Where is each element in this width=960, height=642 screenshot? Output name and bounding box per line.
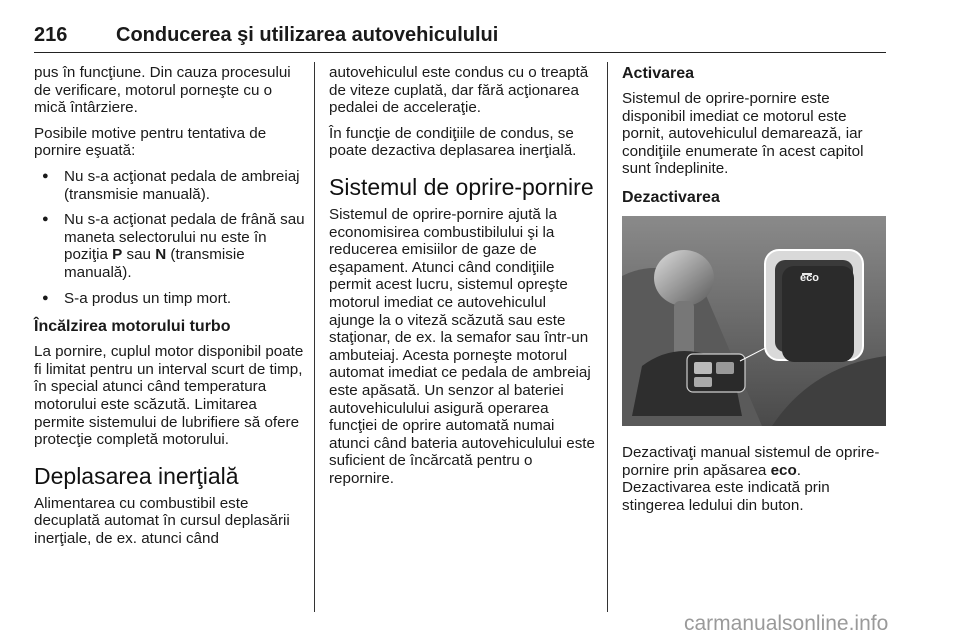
eco-label: eco xyxy=(770,461,797,479)
section-heading: Dezactivarea xyxy=(622,188,720,206)
paragraph: La pornire, cuplul motor disponibil poate fi limitat pentru un interval scurt de timp, în special atunci când temperatura motorului este scăzută. Limitarea permite sistemului de lubrifiere să ofere protecţie completă motorului. xyxy=(34,343,304,449)
page-header xyxy=(34,22,886,53)
column-1 xyxy=(34,64,306,555)
paragraph xyxy=(622,444,888,514)
paragraph-text: Dezactivaţi manual sistemul de oprire-pornire prin apăsarea xyxy=(622,443,880,479)
gear-p-label: P xyxy=(112,246,123,264)
list-item: ● Nu s-a acţionat pedala de ambreiaj (transmisie manuală). xyxy=(34,168,306,203)
paragraph: Alimentarea cu combustibil este decuplată automat în cursul deplasării inerţiale, de ex. atunci când xyxy=(34,494,290,547)
eco-button-photo xyxy=(622,216,886,426)
list-item: ● S-a produs un timp mort. xyxy=(34,290,306,308)
eco-button-label: eco xyxy=(800,271,819,284)
paragraph: Posibile motive pentru tentativa de pornire eşuată: xyxy=(34,124,267,160)
paragraph: În funcţie de condiţiile de condus, se poate dezactiva deplasarea inerţială. xyxy=(329,124,577,160)
watermark: carmanualsonline.info xyxy=(684,612,889,635)
paragraph: Sistemul de oprire-pornire ajută la economisirea combustibilului şi la reducerea emisiilor de gaze de eşapament. Atunci când condiţiile permit acest lucru, sistemul opreşte motorul imediat ce autovehiculul ajunge la o viteză scăzută sau este staţionar, de ex. la semafor sau într-un ambuteiaj. Acesta porneşte motorul automat imediat ce pedala de ambreiaj este apăsată. Un senzor al bateriei autovehiculului asigură operarea funcţiei de oprire automată numai atunci când bateria autovehiculului este suficient de încărcată pentru o repornire. xyxy=(329,205,595,487)
list-item-text: (transmisie manuală). xyxy=(64,246,245,281)
column-divider xyxy=(607,62,608,612)
section-title: Deplasarea inerţială xyxy=(34,462,239,489)
column-divider xyxy=(314,62,315,612)
column-2 xyxy=(329,64,595,495)
page-number: 216 xyxy=(34,24,68,46)
paragraph-text: . Dezactivarea este indicată prin stingerea ledului din buton. xyxy=(622,461,830,514)
list-item xyxy=(34,211,306,281)
list-item-text: sau xyxy=(122,246,156,264)
section-heading: Încălzirea motorului turbo xyxy=(34,318,231,336)
list-item-text: Nu s-a acţionat pedala de frână sau maneta selectorului nu este în poziţia xyxy=(64,211,305,264)
section-title: Sistemul de oprire-pornire xyxy=(329,173,594,200)
page-title: Conducerea şi utilizarea autovehiculului xyxy=(116,24,499,46)
bullet-list xyxy=(34,168,306,307)
gear-n-label: N xyxy=(155,246,167,264)
console-illustration xyxy=(622,216,886,426)
column-3 xyxy=(622,64,888,522)
paragraph: autovehiculul este condus cu o treaptă de viteze cuplată, dar fără acţionarea pedalei de acceleraţie. xyxy=(329,64,589,117)
section-heading: Activarea xyxy=(622,65,695,82)
paragraph: pus în funcţiune. Din cauza procesului de verificare, motorul porneşte cu o mică întârziere. xyxy=(34,64,291,117)
paragraph: Sistemul de oprire-pornire este disponibil imediat ce motorul este pornit, autovehiculul demarează, iar condiţiile enumerate în acest capitol sunt îndeplinite. xyxy=(622,90,864,178)
